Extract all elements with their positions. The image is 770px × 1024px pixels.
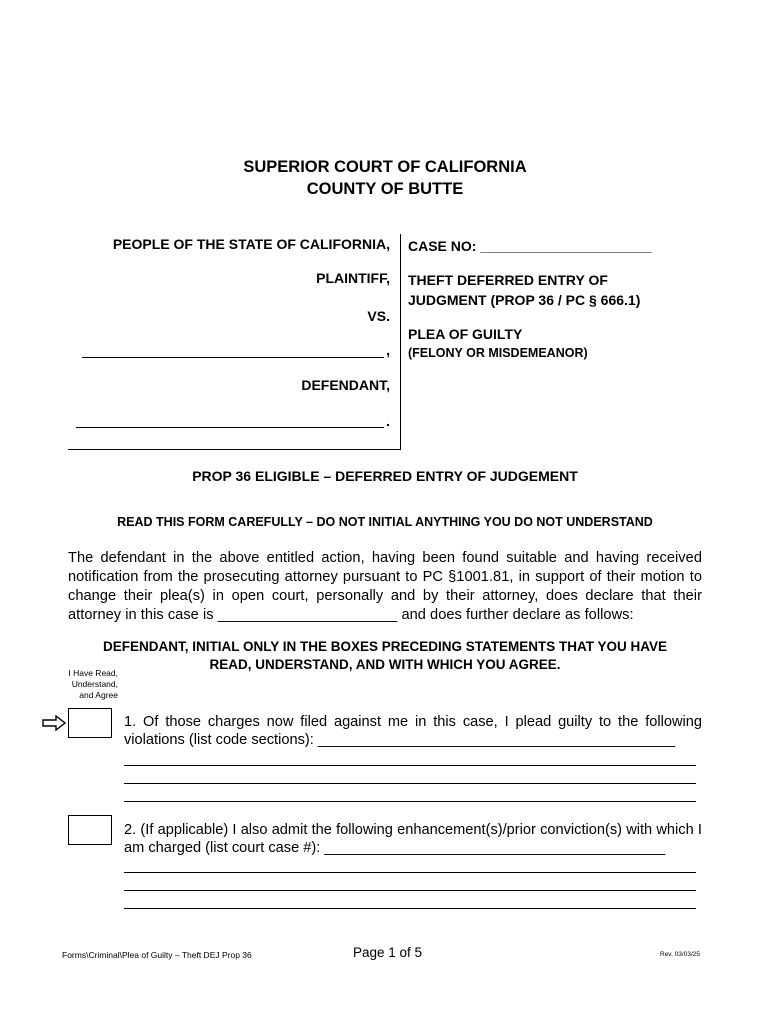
- document-title-line1: THEFT DEFERRED ENTRY OF: [408, 272, 608, 288]
- defendant-address-line: [76, 427, 384, 428]
- initial-instructions-line2: READ, UNDERSTAND, AND WITH WHICH YOU AGREE.: [209, 657, 561, 672]
- defendant-name-comma: ,: [386, 342, 390, 358]
- item-2-text: 2. (If applicable) I also admit the following enhancement(s)/prior conviction(s) with which I am charged (list court case #): __________________________________________: [124, 822, 702, 856]
- read-carefully-heading: READ THIS FORM CAREFULLY – DO NOT INITIAL ANYTHING YOU DO NOT UNDERSTAND: [117, 515, 653, 529]
- form-path: Forms\Criminal\Plea of Guilty – Theft DEJ Prop 36: [62, 950, 252, 960]
- caption-divider-horizontal: [68, 449, 401, 450]
- document-title-line2: JUDGMENT (PROP 36 / PC § 666.1): [408, 292, 641, 308]
- initial-column-label-line1: I Have Read,: [68, 668, 118, 678]
- item-1-line[interactable]: [124, 783, 696, 784]
- vs-label: VS.: [367, 308, 390, 324]
- item-2-line[interactable]: [124, 872, 696, 873]
- county-name: COUNTY OF BUTTE: [306, 180, 464, 198]
- initial-column-label: [52, 668, 118, 701]
- initial-box-1[interactable]: [68, 708, 112, 738]
- page-number: Page 1 of 5: [353, 945, 423, 960]
- plea-title: PLEA OF GUILTY: [408, 326, 523, 342]
- initial-instructions-line1: DEFENDANT, INITIAL ONLY IN THE BOXES PRECEDING STATEMENTS THAT YOU HAVE: [102, 639, 668, 654]
- item-2-line[interactable]: [124, 890, 696, 891]
- plea-type: (FELONY OR MISDEMEANOR): [408, 346, 588, 360]
- item-2-line[interactable]: [124, 908, 696, 909]
- right-arrow-icon: [42, 715, 66, 731]
- revision-date: Rev. 03/03/25: [660, 951, 700, 958]
- court-title: [0, 156, 770, 200]
- eligible-heading: PROP 36 ELIGIBLE – DEFERRED ENTRY OF JUDGEMENT: [192, 468, 578, 484]
- item-1-line[interactable]: [124, 801, 696, 802]
- caption-divider-vertical: [400, 234, 401, 450]
- plaintiff-label: PLAINTIFF,: [316, 270, 390, 286]
- case-number: CASE NO: ______________________: [408, 238, 652, 254]
- defendant-address-period: .: [386, 413, 390, 429]
- people-label: PEOPLE OF THE STATE OF CALIFORNIA,: [112, 236, 390, 252]
- defendant-label: DEFENDANT,: [301, 377, 390, 393]
- defendant-name-line: [82, 357, 384, 358]
- initial-box-2[interactable]: [68, 815, 112, 845]
- item-1-text: 1. Of those charges now filed against me in this case, I plead guilty to the following violations (list code sections): ____________________________________________: [124, 714, 702, 748]
- initial-column-label-line3: and Agree: [79, 690, 118, 700]
- document-title: [408, 270, 640, 310]
- court-name: SUPERIOR COURT OF CALIFORNIA: [243, 158, 527, 176]
- item-1-line[interactable]: [124, 765, 696, 766]
- initial-column-label-line2: Understand,: [71, 679, 118, 689]
- intro-paragraph: The defendant in the above entitled action, having been found suitable and having received notification from the prosecuting attorney pursuant to PC §1001.81, in support of their motion to change their plea(s) in open court, personally and by their attorney, does declare that their attorney in this case is ______________________ and does further declare as follows:: [68, 550, 702, 623]
